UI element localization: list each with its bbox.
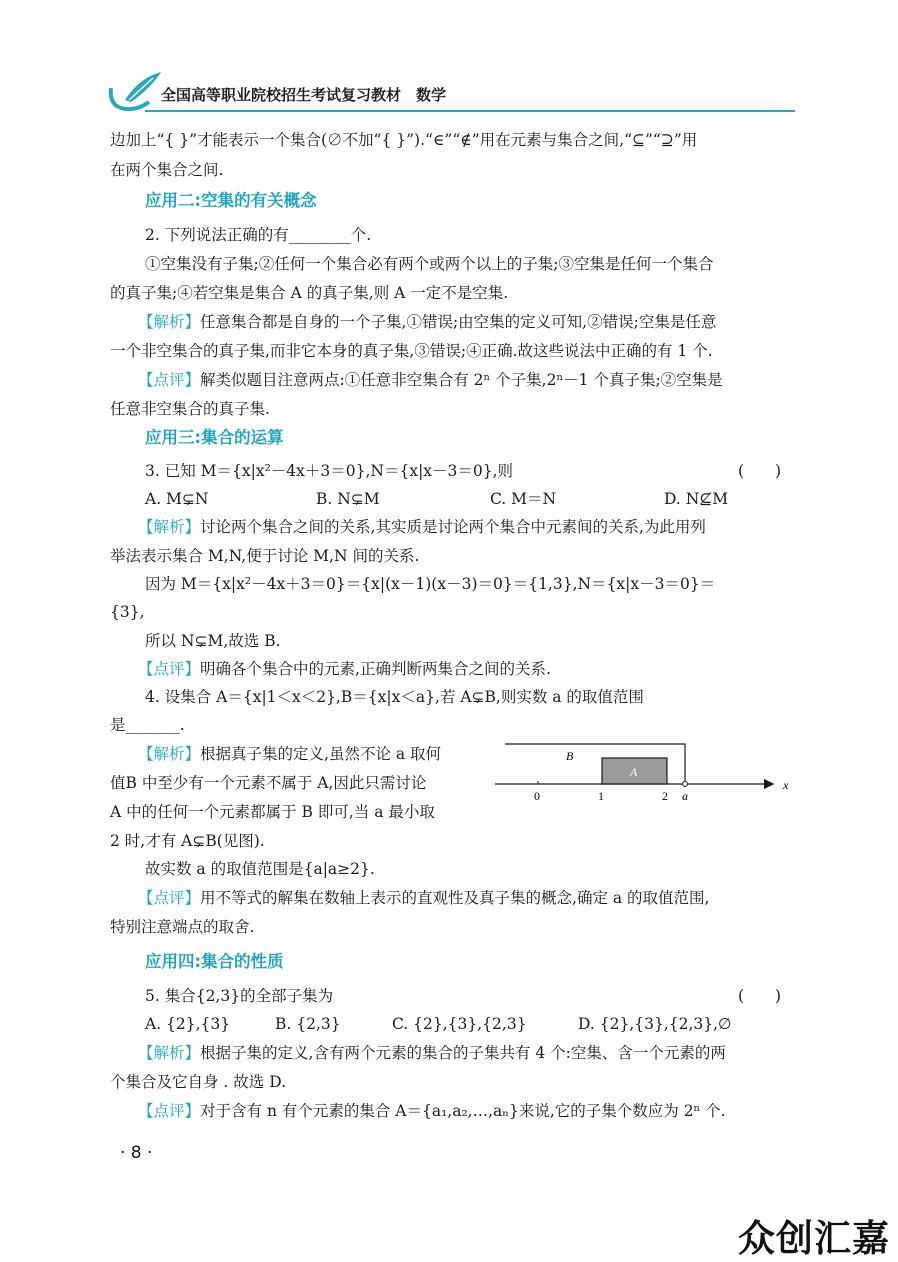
q3-stem: 3. 已知 M＝{x|x²－4x＋3＝0},N＝{x|x－3＝0},则 bbox=[145, 462, 514, 480]
q5-option-c: C. {2},{3},{2,3} bbox=[392, 1015, 527, 1033]
q4-analysis-1: 【解析】根据真子集的定义,虽然不论 a 取何 bbox=[138, 745, 442, 763]
q2-stem: 2. 下列说法正确的有________个. bbox=[145, 226, 372, 244]
q5-answer-paren: ( ) bbox=[738, 987, 782, 1005]
q3-work-3: 所以 N⊊M,故选 B. bbox=[145, 632, 281, 650]
q5-analysis-1: 【解析】根据子集的定义,含有两个元素的集合的子集共有 4 个:空集、含一个元素的两 bbox=[138, 1044, 726, 1062]
quill-logo-icon bbox=[105, 70, 165, 114]
intro-line-1: 边加上“{ }”才能表示一个集合(∅不加“{ }”).“∈”“∉”用在元素与集合之间,“⊆”“⊇”用 bbox=[110, 131, 698, 149]
q5-option-b: B. {2,3} bbox=[275, 1015, 341, 1033]
q4-analysis-4: 2 时,才有 A⊊B(见图). bbox=[110, 832, 265, 850]
section-heading-3: 应用三:集合的运算 bbox=[145, 428, 284, 447]
watermark-logo: 众创汇嘉 bbox=[738, 1217, 890, 1260]
q3-option-d: D. N⊈M bbox=[664, 490, 729, 508]
label-x: x bbox=[783, 778, 789, 792]
page-header bbox=[105, 70, 795, 114]
tick-label-1: 1 bbox=[598, 789, 604, 803]
analysis-tag: 【解析】 bbox=[138, 1044, 201, 1062]
q3-work-2: {3}, bbox=[110, 603, 145, 621]
q4-stem-1: 4. 设集合 A＝{x|1＜x＜2},B＝{x|x＜a},若 A⊊B,则实数 a 的取值范围 bbox=[145, 688, 644, 706]
q2-analysis-1: 【解析】任意集合都是自身的一个子集,①错误;由空集的定义可知,②错误;空集是任意 bbox=[138, 313, 717, 331]
comment-tag: 【点评】 bbox=[138, 660, 201, 678]
comment-tag: 【点评】 bbox=[138, 889, 201, 907]
q5-comment: 【点评】对于含有 n 有个元素的集合 A＝{a₁,a₂,…,aₙ}来说,它的子集个数应为 2ⁿ 个. bbox=[138, 1102, 726, 1120]
tick-label-2: 2 bbox=[662, 789, 668, 803]
q3-analysis-2: 举法表示集合 M,N,便于讨论 M,N 间的关系. bbox=[110, 547, 420, 565]
tick-label-0: 0 bbox=[534, 789, 540, 803]
number-line-diagram bbox=[485, 738, 795, 808]
q5-option-d: D. {2},{3},{2,3},∅ bbox=[578, 1015, 732, 1033]
point-a-marker bbox=[683, 782, 688, 787]
q5-option-a: A. {2},{3} bbox=[145, 1015, 231, 1033]
q3-option-b: B. N⊊M bbox=[316, 490, 380, 508]
label-b: B bbox=[566, 749, 574, 763]
section-heading-2: 应用二:空集的有关概念 bbox=[145, 191, 317, 210]
q4-analysis-2: 值B 中至少有一个元素不属于 A,因此只需讨论 bbox=[110, 774, 427, 792]
header-title: 全国高等职业院校招生考试复习教材 数学 bbox=[161, 86, 447, 104]
q3-work-1: 因为 M＝{x|x²－4x＋3＝0}＝{x|(x－1)(x－3)＝0}＝{1,3},N＝{x|x－3＝0}＝ bbox=[145, 575, 716, 593]
header-rule bbox=[145, 110, 795, 112]
analysis-tag: 【解析】 bbox=[138, 518, 201, 536]
analysis-tag: 【解析】 bbox=[138, 745, 201, 763]
section-heading-4: 应用四:集合的性质 bbox=[145, 952, 284, 971]
q4-comment-1: 【点评】用不等式的解集在数轴上表示的直观性及真子集的概念,确定 a 的取值范围, bbox=[138, 889, 710, 907]
q2-body-2: 的真子集;④若空集是集合 A 的真子集,则 A 一定不是空集. bbox=[110, 284, 509, 302]
q3-option-c: C. M＝N bbox=[490, 490, 557, 508]
q2-body-1: ①空集没有子集;②任何一个集合必有两个或两个以上的子集;③空集是任何一个集合 bbox=[145, 255, 714, 273]
q2-comment-2: 任意非空集合的真子集. bbox=[110, 400, 270, 418]
q3-answer-paren: ( ) bbox=[738, 462, 782, 480]
q2-analysis-2: 一个非空集合的真子集,而非它本身的真子集,③错误;④正确.故这些说法中正确的有 1 个. bbox=[110, 342, 713, 360]
tick-label-a: a bbox=[682, 789, 688, 803]
page-number: · 8 · bbox=[120, 1143, 153, 1163]
q5-stem: 5. 集合{2,3}的全部子集为 bbox=[145, 987, 334, 1005]
q2-comment-1: 【点评】解类似题目注意两点:①任意非空集合有 2ⁿ 个子集,2ⁿ－1 个真子集;②空集是 bbox=[138, 371, 723, 389]
q3-comment: 【点评】明确各个集合中的元素,正确判断两集合之间的关系. bbox=[138, 660, 551, 678]
label-a-set: A bbox=[630, 765, 638, 779]
intro-line-2: 在两个集合之间. bbox=[110, 161, 224, 179]
comment-tag: 【点评】 bbox=[138, 1102, 201, 1120]
q4-comment-2: 特别注意端点的取舍. bbox=[110, 918, 255, 936]
q3-analysis-1: 【解析】讨论两个集合之间的关系,其实质是讨论两个集合中元素间的关系,为此用列 bbox=[138, 518, 706, 536]
q4-result: 故实数 a 的取值范围是{a|a≥2}. bbox=[145, 860, 375, 878]
q4-stem-2: 是_______. bbox=[110, 716, 185, 734]
comment-tag: 【点评】 bbox=[138, 371, 201, 389]
q5-analysis-2: 个集合及它自身 . 故选 D. bbox=[110, 1073, 287, 1091]
q3-option-a: A. M⊊N bbox=[145, 490, 209, 508]
q4-analysis-3: A 中的任何一个元素都属于 B 即可,当 a 最小取 bbox=[110, 803, 435, 821]
analysis-tag: 【解析】 bbox=[138, 313, 201, 331]
